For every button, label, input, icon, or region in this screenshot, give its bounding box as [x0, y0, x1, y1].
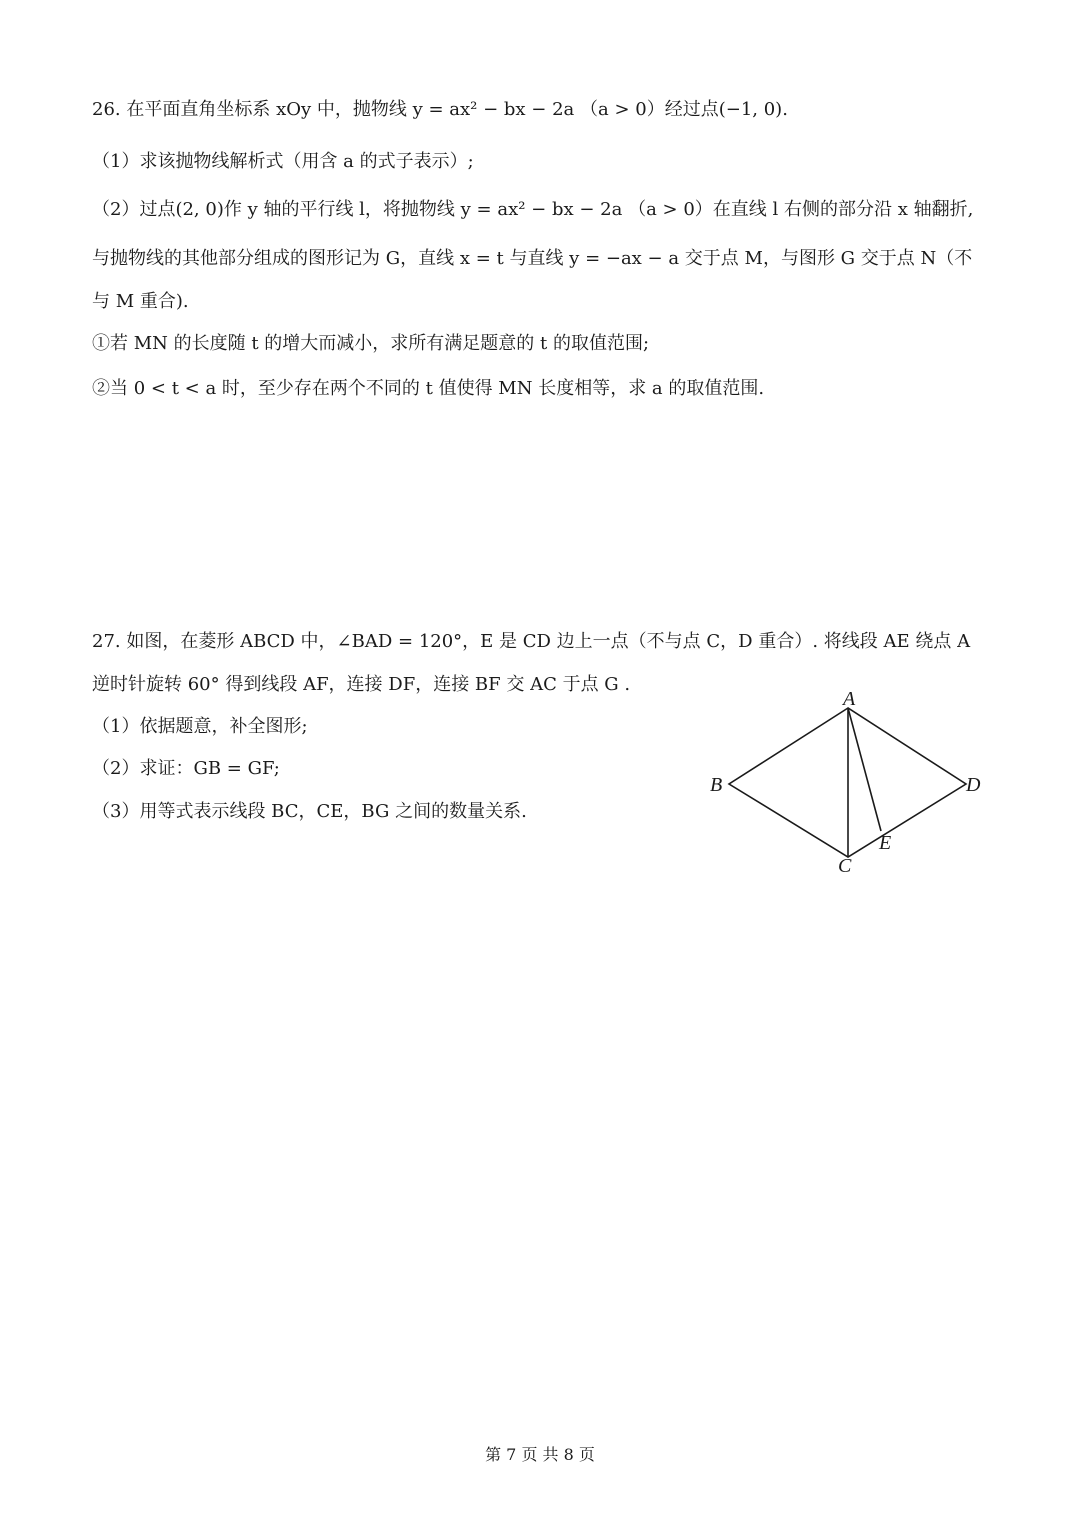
q27-intro-line2: 逆时针旋转 60° 得到线段 AF，连接 DF，连接 BF 交 AC 于点 G . — [92, 674, 631, 695]
q26-sub1: ①若 MN 的长度随 t 的增大而减小，求所有满足题意的 t 的取值范围; — [92, 333, 650, 354]
q26-sub2: ②当 0 < t < a 时，至少存在两个不同的 t 值使得 MN 长度相等，求 a 的取值范围. — [92, 378, 765, 399]
q27-part3: （3）用等式表示线段 BC，CE，BG 之间的数量关系. — [92, 801, 527, 822]
q27-part1: （1）依据题意，补全图形; — [92, 716, 308, 737]
q26-part2-line1: （2）过点(2, 0)作 y 轴的平行线 l，将抛物线 y = ax² − bx − 2a （a > 0）在直线 l 右侧的部分沿 x 轴翻折, — [92, 199, 974, 220]
rhombus-figure — [700, 690, 1000, 890]
label-d: D — [966, 774, 981, 796]
q26-intro: 26. 在平面直角坐标系 xOy 中，抛物线 y = ax² − bx − 2a （a > 0）经过点(−1, 0). — [92, 99, 788, 120]
q27-part2: （2）求证：GB = GF; — [92, 758, 280, 779]
q26-part1: （1）求该抛物线解析式（用含 a 的式子表示）; — [92, 151, 474, 172]
label-e: E — [879, 832, 892, 854]
label-c: C — [838, 855, 852, 877]
q27-intro-line1: 27. 如图，在菱形 ABCD 中，∠BAD = 120°，E 是 CD 边上一点（不与点 C，D 重合）. 将线段 AE 绕点 A — [92, 631, 971, 652]
q26-part2-line2: 与抛物线的其他部分组成的图形记为 G，直线 x = t 与直线 y = −ax − a 交于点 M，与图形 G 交于点 N（不 — [92, 248, 973, 269]
label-b: B — [710, 774, 723, 796]
q26-part2-line3: 与 M 重合). — [92, 291, 189, 312]
label-a: A — [843, 690, 856, 710]
page-footer: 第 7 页 共 8 页 — [485, 1445, 595, 1464]
